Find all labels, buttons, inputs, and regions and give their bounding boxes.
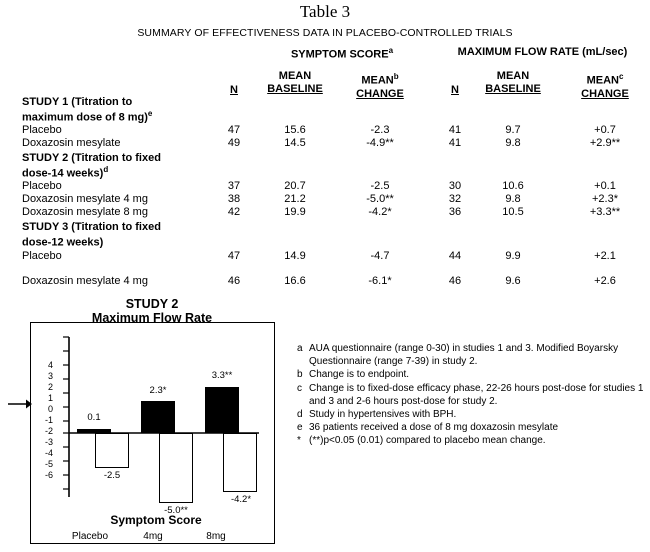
y-tick-label: -3 xyxy=(44,437,53,447)
table-cell: 15.6 xyxy=(284,124,306,136)
table-cell: 37 xyxy=(227,180,241,192)
table-cell: 42 xyxy=(227,206,241,218)
footnote-text: Study in hypertensives with BPH. xyxy=(309,409,457,421)
table-cell: 47 xyxy=(227,250,241,262)
table-cell: 14.9 xyxy=(284,250,306,262)
y-tick-label: 3 xyxy=(47,371,53,381)
footnote-marker: c xyxy=(297,382,302,394)
group-header-maximum-flow-rate: MAXIMUM FLOW RATE (mL/sec) xyxy=(457,46,628,58)
footnote-marker: e xyxy=(297,422,303,434)
table-cell: 21.2 xyxy=(284,193,306,205)
table-cell: 9.9 xyxy=(505,250,521,262)
section-heading-study-3-line1: STUDY 3 (Titration to fixed xyxy=(22,221,161,233)
bar-value-label: -4.2* xyxy=(230,494,252,505)
pointer-arrow-icon xyxy=(8,398,32,410)
bar-8mg-flow xyxy=(205,387,239,433)
footnote-marker: b xyxy=(297,369,303,381)
table-cell: 10.6 xyxy=(502,180,524,192)
footnotes-list xyxy=(297,342,645,448)
table-cell: 44 xyxy=(448,250,462,262)
bar-value-label: 3.3** xyxy=(211,370,233,381)
table-cell: +0.7 xyxy=(594,124,616,136)
footnote-text: AUA questionnaire (range 0-30) in studies 1 and 3. Modified Boyarsky Questionnaire (range 7-39) in study 2. xyxy=(309,343,619,368)
table-cell: -4.9** xyxy=(366,137,394,149)
y-tick-label: 0 xyxy=(47,404,53,414)
table-cell: -6.1* xyxy=(368,275,392,287)
column-header-mean-change-symptom: MEAN$^b$ CHANGE xyxy=(356,72,404,100)
bar-value-label: 2.3* xyxy=(149,385,167,396)
column-header-mean-baseline-symptom: MEAN BASELINE xyxy=(267,70,323,95)
table-row-label: Doxazosin mesylate xyxy=(22,137,121,149)
footnote-text: Change is to endpoint. xyxy=(309,369,410,381)
y-tick-label: -4 xyxy=(44,448,53,458)
x-tick-label-4mg: 4mg xyxy=(143,531,163,542)
table-cell: 38 xyxy=(227,193,241,205)
table-cell: 10.5 xyxy=(502,206,524,218)
footnote-marker: * xyxy=(297,435,301,447)
table-cell: 19.9 xyxy=(284,206,306,218)
y-tick-label: 2 xyxy=(47,382,53,392)
table-cell: 49 xyxy=(227,137,241,149)
table-cell: -4.2* xyxy=(368,206,392,218)
y-tick-label: -5 xyxy=(44,459,53,469)
footnote-text: (**)p<0.05 (0.01) compared to placebo mean change. xyxy=(309,435,546,447)
section-heading-study-3-line2: dose-12 weeks) xyxy=(22,236,104,249)
chart-x-axis-title: Symptom Score xyxy=(110,513,202,527)
column-header-n-flow: N xyxy=(451,84,459,96)
page-subtitle: SUMMARY OF EFFECTIVENESS DATA IN PLACEBO-CONTROLLED TRIALS xyxy=(137,27,513,39)
x-tick-label-placebo: Placebo xyxy=(71,531,109,542)
group-header-symptom-score: SYMPTOM SCORE$^a$ xyxy=(290,46,394,61)
footnote-marker: a xyxy=(297,343,303,354)
bar-value-label: -2.5 xyxy=(103,470,121,481)
bar-8mg-symptom xyxy=(223,433,257,492)
table-cell: -4.7 xyxy=(370,250,390,262)
table-row-label: Placebo xyxy=(22,124,62,136)
table-cell: 46 xyxy=(227,275,241,287)
table-cell: 41 xyxy=(448,124,462,136)
table-cell: +2.1 xyxy=(594,250,616,262)
y-tick-label: -1 xyxy=(44,415,53,425)
table-cell: 36 xyxy=(448,206,462,218)
table-cell: -2.5 xyxy=(370,180,390,192)
table-cell: +2.9** xyxy=(589,137,621,149)
table-cell: 46 xyxy=(448,275,462,287)
table-cell: 41 xyxy=(448,137,462,149)
bar-placebo-symptom xyxy=(95,433,129,468)
table-cell: 9.6 xyxy=(505,275,521,287)
y-tick-label: 4 xyxy=(47,360,53,370)
y-tick-label: -6 xyxy=(44,470,53,480)
table-cell: +2.3* xyxy=(592,193,618,205)
section-heading-study-1-line1: STUDY 1 (Titration to xyxy=(22,96,133,108)
table-cell: 47 xyxy=(227,124,241,136)
table-cell: 9.7 xyxy=(505,124,521,136)
column-header-mean-change-flow: MEAN$^c$ CHANGE xyxy=(581,72,629,100)
column-header-n-symptom: N xyxy=(230,84,238,96)
x-tick-label-8mg: 8mg xyxy=(206,531,226,542)
footnote-item xyxy=(297,342,645,368)
table-cell: 14.5 xyxy=(284,137,306,149)
footnote-item xyxy=(297,408,645,421)
bar-value-label: -5.0** xyxy=(164,505,188,516)
footnote-text: 36 patients received a dose of 8 mg doxazosin mesylate xyxy=(309,422,559,434)
footnote-marker: d xyxy=(297,409,303,421)
table-row-label: Doxazosin mesylate 4 mg xyxy=(22,193,148,205)
table-cell: -5.0** xyxy=(366,193,394,205)
table-row-label: Placebo xyxy=(22,250,62,262)
table-cell: 20.7 xyxy=(284,180,306,192)
section-heading-study-1-line2: maximum dose of 8 mg)$^e$ xyxy=(22,109,153,124)
section-heading-study-2-line2: dose-14 weeks)$^d$ xyxy=(22,165,109,180)
footnote-item xyxy=(297,382,645,408)
table-row-label: Doxazosin mesylate 8 mg xyxy=(22,206,148,218)
table-cell: +3.3** xyxy=(589,206,621,218)
bar-4mg-symptom xyxy=(159,433,193,503)
table-cell: 16.6 xyxy=(284,275,306,287)
bar-4mg-flow xyxy=(141,401,175,433)
y-tick-label: 1 xyxy=(47,393,53,403)
table-cell: 9.8 xyxy=(505,193,521,205)
table-cell: +2.6 xyxy=(594,275,616,287)
table-row-label: Doxazosin mesylate 4 mg xyxy=(22,275,148,287)
column-header-mean-baseline-flow: MEAN BASELINE xyxy=(485,70,541,95)
footnote-text: Change is to fixed-dose efficacy phase, 22-26 hours post-dose for studies 1 and 3 and 2-6 hours post-dose for study 2. xyxy=(309,382,644,407)
footnote-item xyxy=(297,368,645,381)
table-cell: 32 xyxy=(448,193,462,205)
footnote-item xyxy=(297,434,645,447)
page-title: Table 3 xyxy=(299,2,351,21)
footnote-item xyxy=(297,421,645,434)
section-heading-study-2-line1: STUDY 2 (Titration to fixed xyxy=(22,152,161,164)
table-cell: -2.3 xyxy=(370,124,390,136)
y-tick-label: -2 xyxy=(44,426,53,436)
table-row-label: Placebo xyxy=(22,180,62,192)
chart-plot-area xyxy=(30,322,275,544)
table-cell: +0.1 xyxy=(594,180,616,192)
bar-value-label: 0.1 xyxy=(87,412,101,423)
table-cell: 9.8 xyxy=(505,137,521,149)
chart-title: STUDY 2 Maximum Flow Rate xyxy=(91,297,213,325)
table-cell: 30 xyxy=(448,180,462,192)
